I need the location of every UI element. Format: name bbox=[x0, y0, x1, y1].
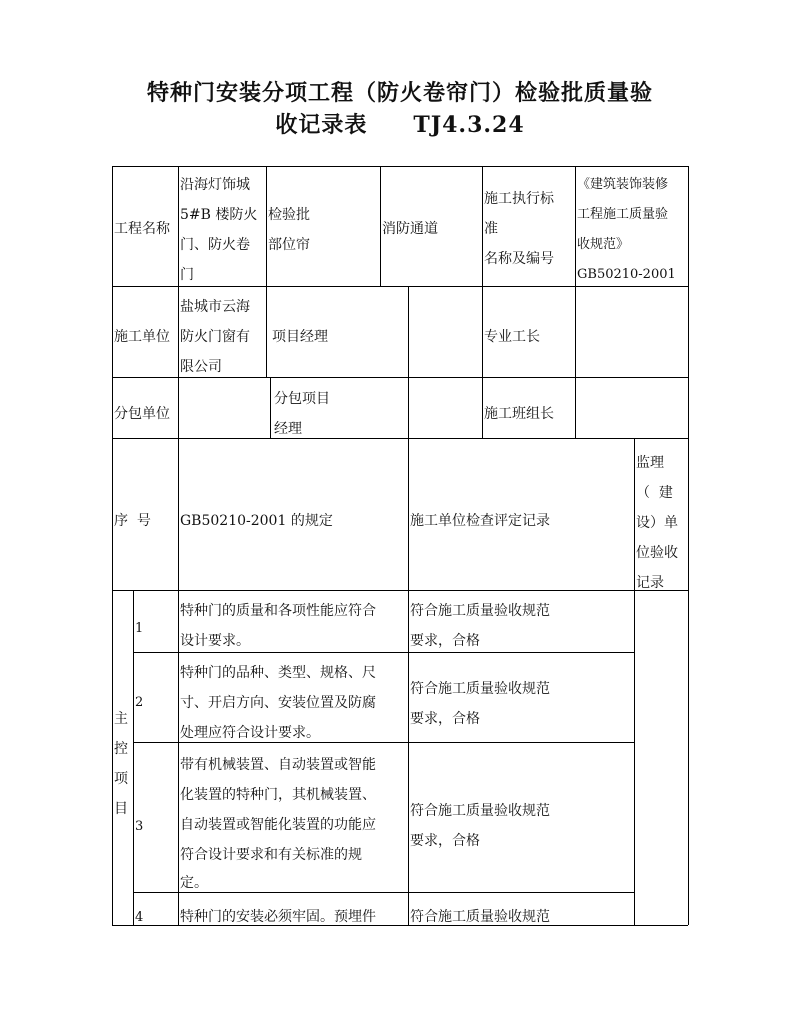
table-rule bbox=[133, 892, 634, 893]
table-rule bbox=[178, 438, 179, 925]
seq-header: 序 号 bbox=[114, 513, 151, 529]
check-header: 施工单位检查评定记录 bbox=[410, 513, 550, 529]
table-rule bbox=[112, 166, 113, 925]
supervision-header-1: 监理 bbox=[636, 455, 664, 471]
standard-label-1: 施工执行标 bbox=[484, 191, 554, 207]
supervision-header-4: 位验收 bbox=[636, 545, 678, 561]
table-rule bbox=[112, 438, 688, 439]
foreman-label: 专业工长 bbox=[484, 329, 540, 345]
standard-value-4: GB50210-2001 bbox=[577, 267, 676, 282]
row-spec-line: 定。 bbox=[180, 875, 208, 891]
spec-header: GB50210-2001 的规定 bbox=[180, 513, 333, 529]
row-spec-line: 特种门的品种、类型、规格、尺 bbox=[180, 665, 376, 681]
contractor-value-1: 盐城市云海 bbox=[180, 299, 250, 315]
standard-label-2: 准 bbox=[484, 221, 498, 237]
row-result-line: 符合施工质量验收规范 bbox=[410, 603, 550, 619]
batch-part-label-2: 部位帘 bbox=[268, 237, 310, 253]
table-rule bbox=[178, 166, 179, 438]
project-name-value-1: 沿海灯饰城 bbox=[180, 177, 250, 193]
contractor-label: 施工单位 bbox=[114, 329, 170, 345]
row-spec-line: 特种门的安装必须牢固。预埋件 bbox=[180, 909, 376, 925]
row-spec-line: 处理应符合设计要求。 bbox=[180, 725, 320, 741]
supervision-header-2: （ 建 bbox=[636, 485, 673, 501]
title-line-1: 特种门安装分项工程（防火卷帘门）检验批质量验 bbox=[146, 80, 653, 106]
title-line-2-text: 收记录表 bbox=[275, 112, 368, 138]
row-spec-line: 化装置的特种门，其机械装置、 bbox=[180, 787, 376, 803]
table-rule bbox=[575, 166, 576, 438]
batch-part-value: 消防通道 bbox=[382, 221, 438, 237]
table-rule bbox=[266, 166, 267, 377]
contractor-value-2: 防火门窗有 bbox=[180, 329, 250, 345]
row-number: 2 bbox=[135, 695, 144, 710]
batch-part-label-1: 检验批 bbox=[268, 207, 310, 223]
group-label-4: 目 bbox=[114, 801, 128, 817]
row-result-line: 符合施工质量验收规范 bbox=[410, 803, 550, 819]
row-result-line: 要求，合格 bbox=[410, 711, 480, 727]
table-rule bbox=[112, 166, 688, 167]
row-spec-line: 自动装置或智能化装置的功能应 bbox=[180, 817, 376, 833]
project-name-value-4: 门 bbox=[180, 267, 194, 283]
row-number: 3 bbox=[135, 819, 144, 834]
row-result-line: 要求，合格 bbox=[410, 633, 480, 649]
standard-label-3: 名称及编号 bbox=[484, 251, 554, 267]
table-rule bbox=[408, 286, 409, 438]
project-manager-label: 项目经理 bbox=[272, 329, 328, 345]
group-label-1: 主 bbox=[114, 711, 128, 727]
standard-value-1: 《建筑装饰装修 bbox=[577, 177, 669, 192]
row-spec-line: 特种门的质量和各项性能应符合 bbox=[180, 603, 376, 619]
title-line-2 bbox=[0, 108, 800, 139]
sub-pm-label-1: 分包项目 bbox=[274, 391, 330, 407]
row-result-line: 符合施工质量验收规范 bbox=[410, 909, 550, 925]
table-rule bbox=[380, 166, 381, 286]
sub-pm-label-2: 经理 bbox=[274, 421, 302, 437]
form-code: TJ4.3.24 bbox=[413, 112, 525, 138]
supervision-header-5: 记录 bbox=[636, 575, 664, 591]
project-name-label: 工程名称 bbox=[114, 221, 170, 237]
table-rule bbox=[270, 377, 271, 438]
group-label-3: 项 bbox=[114, 771, 128, 787]
row-spec-line: 带有机械装置、自动装置或智能 bbox=[180, 757, 376, 773]
supervision-header-3: 设）单 bbox=[636, 515, 678, 531]
row-result-line: 符合施工质量验收规范 bbox=[410, 681, 550, 697]
row-result-line: 要求，合格 bbox=[410, 833, 480, 849]
subcontractor-label: 分包单位 bbox=[114, 406, 170, 422]
row-spec-line: 符合设计要求和有关标准的规 bbox=[180, 847, 362, 863]
project-name-value-3: 门、防火卷 bbox=[180, 237, 250, 253]
team-leader-label: 施工班组长 bbox=[484, 406, 554, 422]
contractor-value-3: 限公司 bbox=[180, 359, 222, 375]
row-number: 1 bbox=[135, 621, 144, 636]
row-spec-line: 设计要求。 bbox=[180, 633, 250, 649]
table-rule bbox=[634, 438, 635, 925]
standard-value-2: 工程施工质量验 bbox=[577, 207, 669, 222]
table-rule bbox=[482, 166, 483, 438]
table-rule bbox=[133, 590, 134, 925]
table-rule bbox=[688, 166, 689, 925]
row-spec-line: 寸、开启方向、安装位置及防腐 bbox=[180, 695, 376, 711]
project-name-value-2: 5#B 楼防火 bbox=[180, 207, 258, 223]
table-rule bbox=[408, 438, 409, 925]
row-number: 4 bbox=[135, 910, 144, 925]
group-label-2: 控 bbox=[114, 741, 128, 757]
standard-value-3: 收规范》 bbox=[577, 237, 630, 252]
table-rule bbox=[112, 590, 688, 591]
